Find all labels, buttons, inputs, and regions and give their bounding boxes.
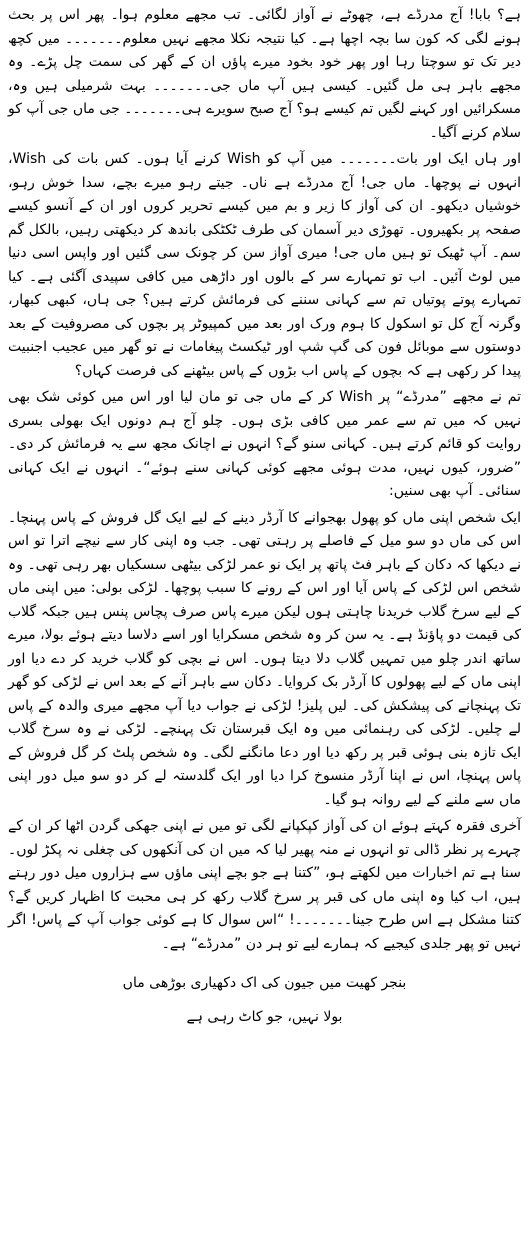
- article-body: [8, 4, 521, 956]
- verse-line-2: بولا نہیں، جو کاٹ رہی ہے: [186, 1009, 343, 1025]
- verse-line-1: بنجر کھیت میں جیون کی اک دکھیاری بوڑھی ماں: [122, 975, 407, 991]
- closing-verse: [8, 970, 521, 1030]
- article-paragraph-2: اور ہاں ایک اور بات۔۔۔۔۔۔۔ میں آپ کو Wish کرنے آیا ہوں۔ کس بات کی Wish، انہوں نے پوچھا۔ ماں جی! آج مدرڈے ہے ناں۔ جیتے رہو میرے بچے، سدا خوش رہو، خوشیاں دیکھو۔ ان کی آواز کا زیر و بم میں کیسے تحریر کروں اور ان کے آنسو کیسے صفحہ پر بکھیروں۔ تھوڑی دیر آسمان کی طرف ٹکٹکی باندھ کر دیکھتی رہیں، بالکل گم سم۔ آپ ٹھیک تو ہیں ماں جی! میری آواز سن کر چونک سی گئیں اور واپس اسی دنیا میں لوٹ آئیں۔ اب تو تمہارے سر کے بالوں اور داڑھی میں کافی سپیدی آگئی ہے۔ کیا تمہارے پوتے پوتیاں تم سے کہانی سننے کی فرمائش کرتے ہیں؟ جی ہاں، کبھی کبھار، وگرنہ آج کل تو اسکول کا ہوم ورک اور بعد میں کمپیوٹر پر بچوں کی مصروفیت کے بعد دوستوں سے موبائل فون کی گپ شپ اور ٹیکسٹ پیغامات نے تو گھر میں عجیب اجنبیت پیدا کر رکھی ہے کہ بچوں کے پاس اب بڑوں کے پاس بیٹھنے کی فرصت کہاں؟: [8, 151, 521, 379]
- article-paragraph-5: آخری فقرہ کہتے ہوئے ان کی آواز کپکپانے لگی تو میں نے اپنی جھکی گردن اٹھا کر ان کے چہرے پر نظر ڈالی تو انہوں نے منہ پھیر لیا کہ میں ان کی آنکھوں کی چغلی نہ پکڑ لوں۔ سنا ہے تم اخبارات میں لکھتے ہو، ”کتنا ہے جو بچے اپنی ماؤں سے ہزاروں میل دور رہتے ہیں، اب کیا وہ اپنی ماں کی قبر پر سرخ گلاب رکھ کر ہی محبت کا اظہار کریں گے؟ کتنا مشکل ہے اس طرح جینا۔۔۔۔۔۔۔! “اس سوال کا ہے کوئی جواب آپ کے پاس! اگر نہیں تو پھر جلدی کیجیے کہ ہمارے لیے تو ہر دن ”مدرڈے“ ہے۔: [8, 818, 521, 952]
- article-paragraph-1: ہے؟ بابا! آج مدرڈے ہے، چھوٹے نے آواز لگائی۔ تب مجھے معلوم ہوا۔ پھر اس پر بحث ہونے لگی کہ کون سا بچہ اچھا ہے۔ کیا نتیجہ نکلا مجھے نہیں معلوم۔۔۔۔۔۔۔ میں کچھ دیر تک تو سوچتا رہا اور پھر خود بخود میرے پاؤں ان کے گھر کی سمت چل پڑے۔ وہ مجھے باہر ہی مل گئیں۔ کیسی ہیں آپ ماں جی۔۔۔۔۔۔۔ بہت شرمیلی ہیں وہ، مسکرائیں اور کہنے لگیں تم کیسے ہو؟ آج صبح سویرے ہی۔۔۔۔۔۔۔ جی ماں جی آپ کو سلام کرنے آگیا۔: [8, 7, 521, 141]
- article-paragraph-4: ایک شخص اپنی ماں کو پھول بھجوانے کا آرڈر دینے کے لیے ایک گل فروش کے پاس پہنچا۔ اس کی ماں دو سو میل کے فاصلے پر رہتی تھی۔ جب وہ اپنی کار سے نیچے اترا تو اس نے دیکھا کہ دکان کے باہر فٹ پاتھ پر ایک نو عمر لڑکی بیٹھی سسکیاں بھر رہی تھی۔ وہ شخص اس لڑکی کے پاس آیا اور اس کے رونے کا سبب پوچھا۔ لڑکی بولی: میں اپنی ماں کے لیے سرخ گلاب خریدنا چاہتی ہوں لیکن میرے پاس صرف پچاس پنس ہیں جبکہ گلاب کی قیمت دو پاؤنڈ ہے۔ یہ سن کر وہ شخص مسکرایا اور اسے دلاسا دیتے ہوئے بولا، میرے ساتھ اندر چلو میں تمہیں گلاب دلا دیتا ہوں۔ اس نے بچی کو گلاب خرید کر دے دیا اور اپنی ماں کے لیے پھولوں کا آرڈر بک کروایا۔ دکان سے باہر آنے کے بعد اس نے لڑکی کو گھر تک پہنچانے کی پیشکش کی۔ لیں پلیز! لڑکی نے جواب دیا آپ مجھے میری والدہ کے پاس لے چلیں۔ لڑکی کی رہنمائی میں وہ ایک قبرستان تک پہنچے۔ لڑکی نے وہ سرخ گلاب ایک تازہ بنی ہوئی قبر پر رکھ دیا اور دعا مانگنے لگی۔ وہ شخص پلٹ کر گل فروش کے پاس پہنچا، اس نے اپنا آرڈر منسوخ کرا دیا اور ایک گلدستہ لے کر دو سو میل دور اپنی ماں سے ملنے کے لیے روانہ ہو گیا۔: [8, 509, 521, 808]
- article-paragraph-3: تم نے مجھے ”مدرڈے“ پر Wish کر کے ماں جی تو مان لیا اور اس میں کوئی شک بھی نہیں کہ میں تم سے عمر میں کافی بڑی ہوں۔ چلو آج ہم دونوں ایک بھولی بسری روایت کو قائم کرتے ہیں۔ کہانی سنو گے؟ انہوں نے اچانک مجھ سے یہ فرمائش کر دی۔ ”ضرور، کیوں نہیں، مدت ہوئی مجھے کوئی کہانی سنے ہوئے“۔ انہوں نے ایک کہانی سنائی۔ آپ بھی سنیں:: [8, 389, 521, 499]
